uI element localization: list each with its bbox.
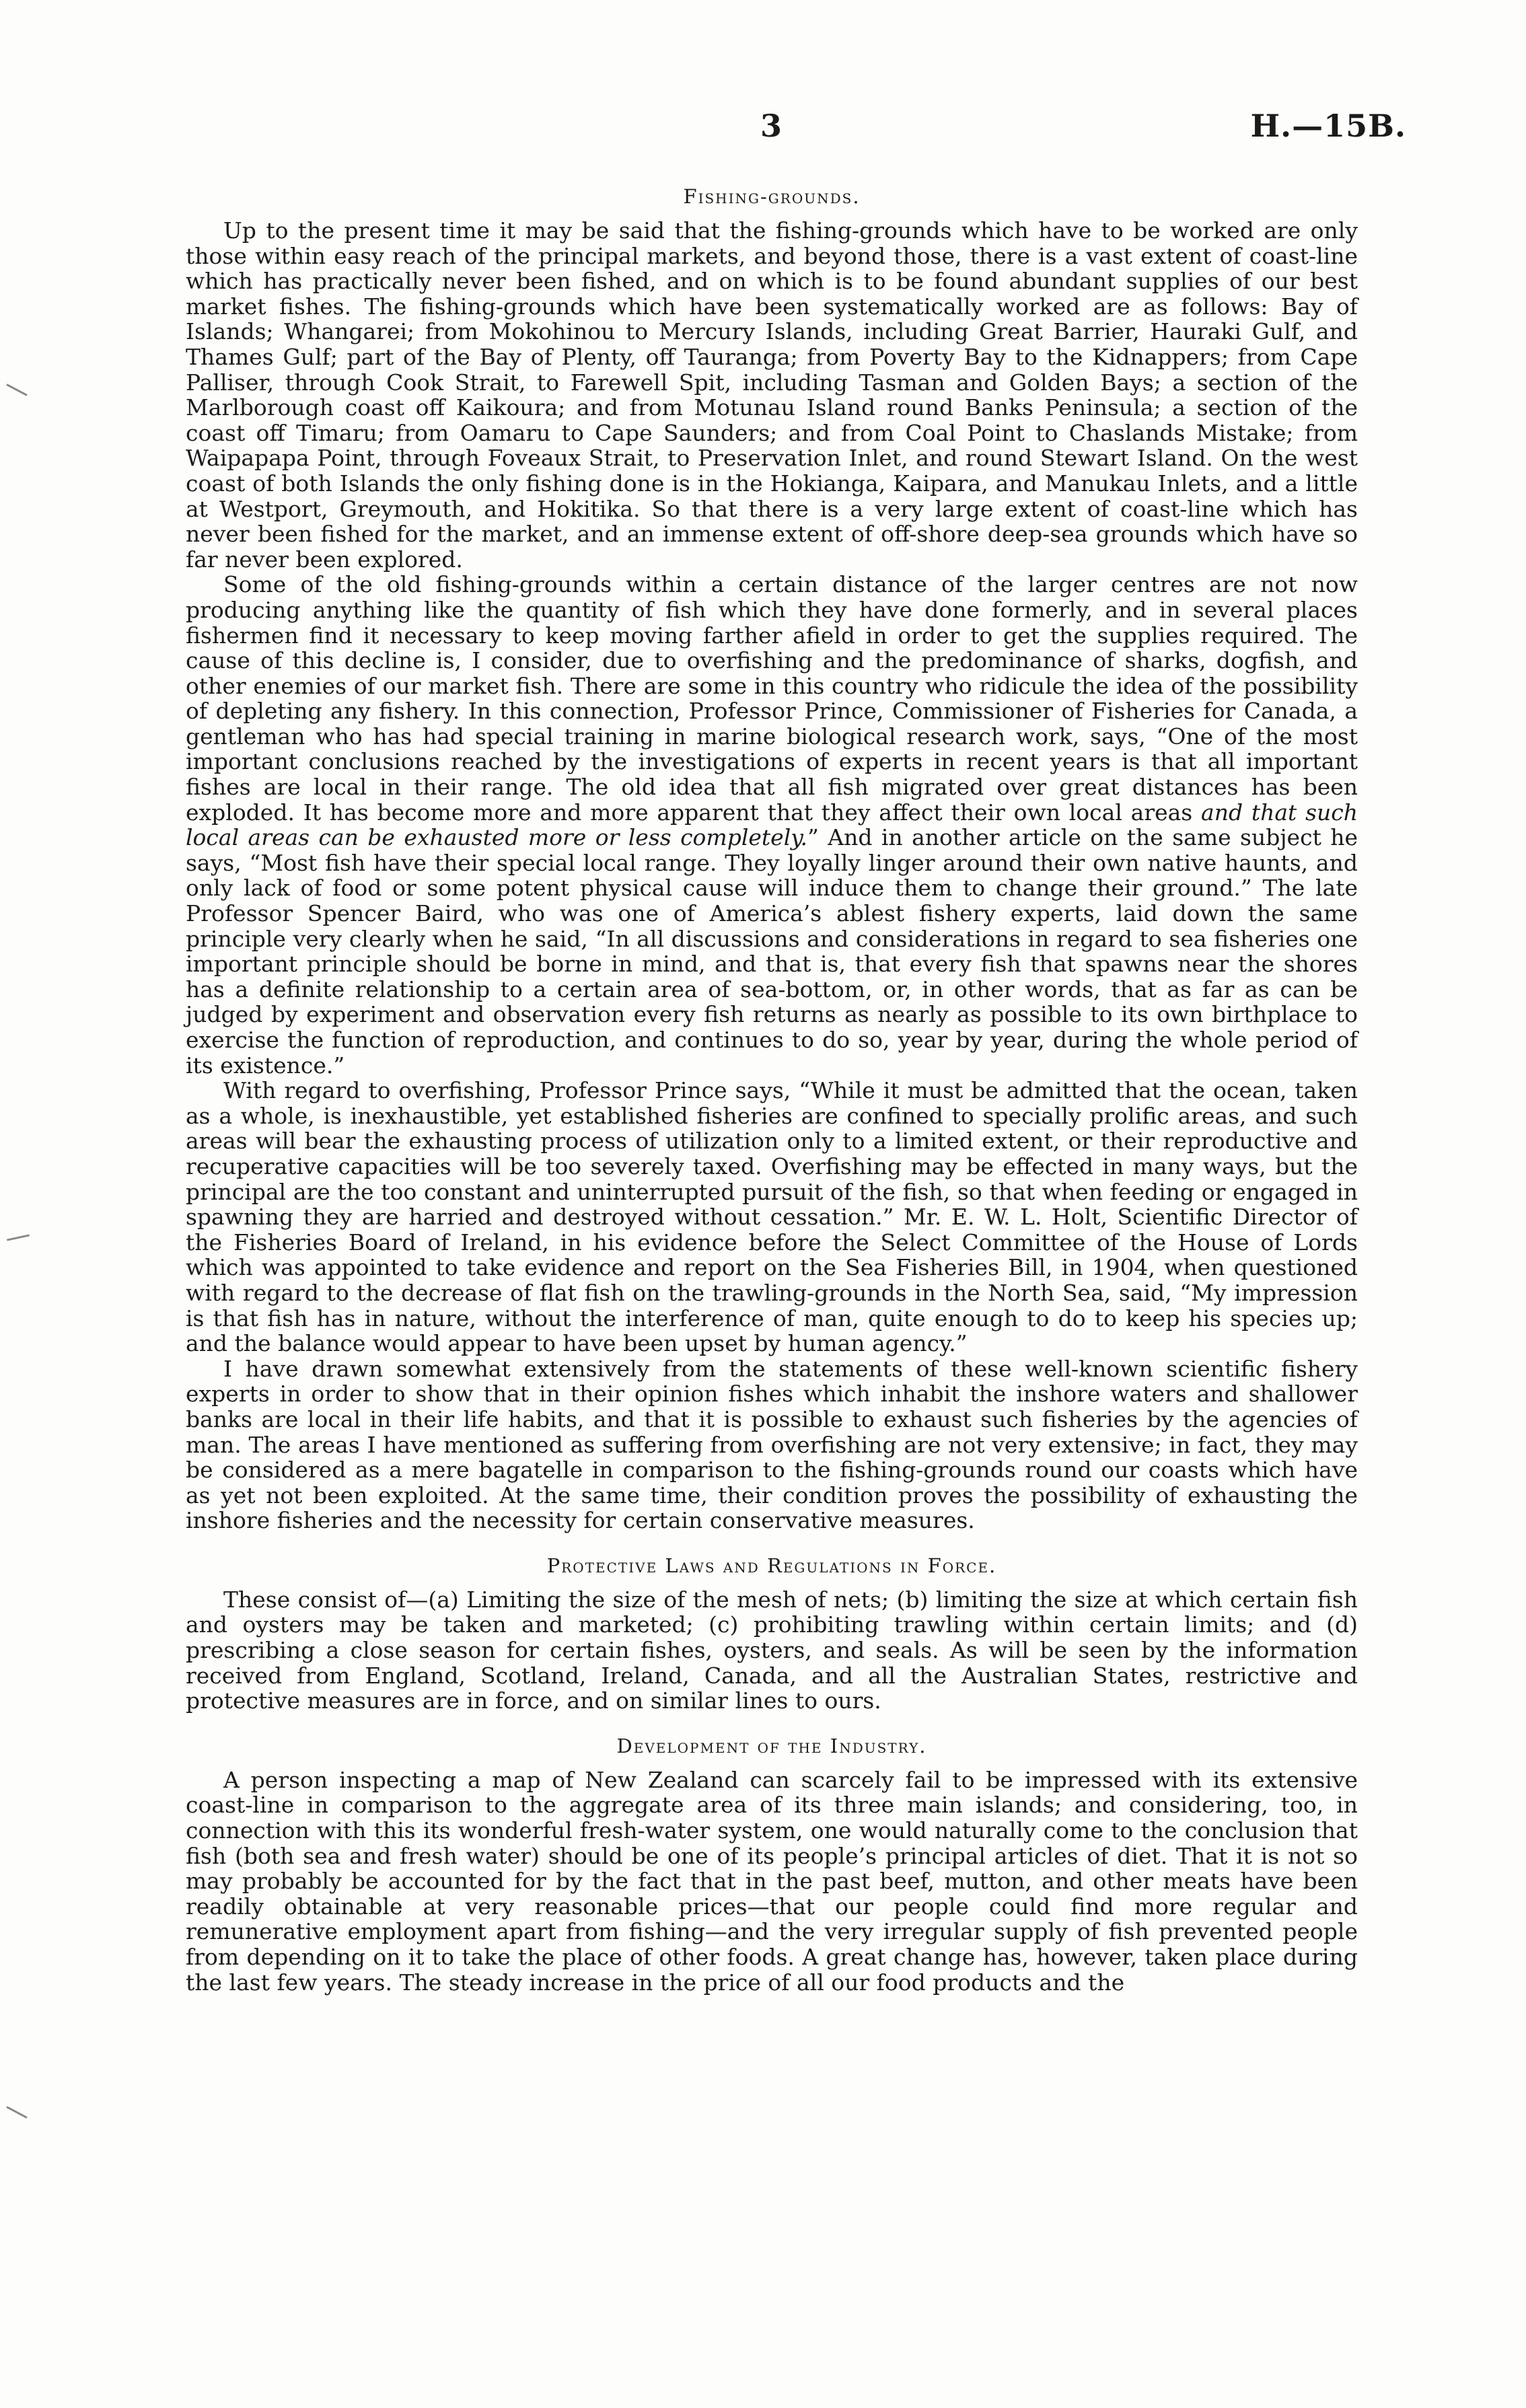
margin-mark bbox=[6, 2106, 27, 2119]
italic-quote: and that such local areas can be exhausted more or less completely. bbox=[186, 799, 1358, 851]
paragraph-text: Some of the old fishing-grounds within a certain distance of the larger centres are not now producing anything like the quantity of fish which they have done formerly, and in several places fishermen find it necessary to keep moving farther afield in order to get the supplies required. The cause of this decline is, I consider, due to overfishing and the predominance of sharks, dogfish, and other enemies of our market fish. There are some in this country who ridicule the idea of the possibility of depleting any fishery. In this connection, Professor Prince, Commissioner of Fisheries for Canada, a gentleman who has had special training in marine biological research work, says, “One of the most important conclusions reached by the investigations of experts in recent years is that all important fishes are local in their range. The old idea that all fish migrated over great distances has been exploded. It has become more and more apparent that they affect their own local areas bbox=[186, 571, 1358, 826]
page-header bbox=[0, 108, 1526, 168]
paragraph: With regard to overfishing, Professor Prince says, “While it must be admitted that the ocean, taken as a whole, is inexhaustible, yet established fisheries are confined to specially prolific areas, and such areas will bear the exhausting process of utilization only to a limited extent, or their reproductive and recuperative capacities will be too severely taxed. Overfishing may be effected in many ways, but the principal are the too constant and uninterrupted pursuit of the fish, so that when feeding or engaged in spawning they are harried and destroyed without cessation.” Mr. E. W. L. Holt, Scientific Director of the Fisheries Board of Ireland, in his evidence before the Select Committee of the House of Lords which was appointed to take evidence and report on the Sea Fisheries Bill, in 1904, when questioned with regard to the decrease of flat fish on the trawling-grounds in the North Sea, said, “My impression is that fish has in nature, without the interference of man, quite enough to do to keep his species up; and the balance would appear to have been upset by human agency.” bbox=[186, 1077, 1358, 1357]
page-number: 3 bbox=[760, 108, 783, 144]
section-title-development: Development of the Industry. bbox=[616, 1734, 927, 1757]
margin-mark bbox=[6, 384, 27, 396]
section-title-protective-laws: Protective Laws and Regulations in Force. bbox=[546, 1554, 997, 1577]
section-title-fishing-grounds: Fishing-grounds. bbox=[683, 185, 861, 208]
paragraph: These consist of—(a) Limiting the size of the mesh of nets; (b) limiting the size at which certain fish and oysters may be taken and marketed; (c) prohibiting trawling within certain limits; and (d) prescribing a close season for certain fishes, oysters, and seals. As will be seen by the information received from England, Scotland, Ireland, Canada, and all the Australian States, restrictive and protective measures are in force, and on similar lines to ours. bbox=[186, 1586, 1358, 1714]
paragraph: A person inspecting a map of New Zealand can scarcely fail to be impressed with its extensive coast-line in comparison to the aggregate area of its three main islands; and considering, too, in connection with this its wonderful fresh-water system, one would naturally come to the conclusion that fish (both sea and fresh water) should be one of its people’s principal articles of diet. That it is not so may probably be accounted for by the fact that in the past beef, mutton, and other meats have been readily obtainable at very reasonable prices—that our people could find more regular and remunerative employment apart from fishing—and the very irregular supply of fish prevented people from depending on it to take the place of other foods. A great change has, however, taken place during the last few years. The steady increase in the price of all our food products and the bbox=[186, 1766, 1358, 1996]
article-body bbox=[186, 183, 1358, 1995]
paragraph bbox=[186, 572, 1358, 1078]
margin-mark bbox=[7, 1234, 30, 1241]
document-reference: H.—15B. bbox=[1250, 108, 1406, 144]
paragraph: I have drawn somewhat extensively from the statements of these well-known scientific fishery experts in order to show that in their opinion fishes which inhabit the inshore waters and shallower banks are local in their life habits, and that it is possible to exhaust such fisheries by the agencies of man. The areas I have mentioned as suffering from overfishing are not very extensive; in fact, they may be considered as a mere bagatelle in comparison to the fishing-grounds round our coasts which have as yet not been exploited. At the same time, their condition proves the possibility of exhausting the inshore fisheries and the necessity for certain conservative measures. bbox=[186, 1355, 1358, 1534]
paragraph-text: ” And in another article on the same subject he says, “Most fish have their special local range. They loyally linger around their own native haunts, and only lack of food or some potent physical cause will induce them to change their ground.” The late Professor Spencer Baird, who was one of America’s ablest fishery experts, laid down the same principle very clearly when he said, “In all discussions and considerations in regard to sea fisheries one important principle should be borne in mind, and that is, that every fish that spawns near the shores has a definite relationship to a certain area of sea-bottom, or, in other words, that as far as can be judged by experiment and observation every fish returns as nearly as possible to its own birthplace to exercise the function of reproduction, and continues to do so, year by year, during the whole period of its existence.” bbox=[186, 824, 1358, 1079]
paragraph: Up to the present time it may be said that the fishing-grounds which have to be worked are only those within easy reach of the principal markets, and beyond those, there is a vast extent of coast-line which has practically never been fished, and on which is to be found abundant supplies of our best market fishes. The fishing-grounds which have been systematically worked are as follows: Bay of Islands; Whangarei; from Mokohinou to Mercury Islands, including Great Barrier, Hauraki Gulf, and Thames Gulf; part of the Bay of Plenty, off Tauranga; from Poverty Bay to the Kidnappers; from Cape Palliser, through Cook Strait, to Farewell Spit, including Tasman and Golden Bays; a section of the Marlborough coast off Kaikoura; and from Motunau Island round Banks Peninsula; a section of the coast off Timaru; from Oamaru to Cape Saunders; and from Coal Point to Chaslands Mistake; from Waipapapa Point, through Foveaux Strait, to Preservation Inlet, and round Stewart Island. On the west coast of both Islands the only fishing done is in the Hokianga, Kaipara, and Manukau Inlets, and a little at Westport, Greymouth, and Hokitika. So that there is a very large extent of coast-line which has never been fished for the market, and an immense extent of off-shore deep-sea grounds which have so far never been explored. bbox=[186, 217, 1358, 573]
